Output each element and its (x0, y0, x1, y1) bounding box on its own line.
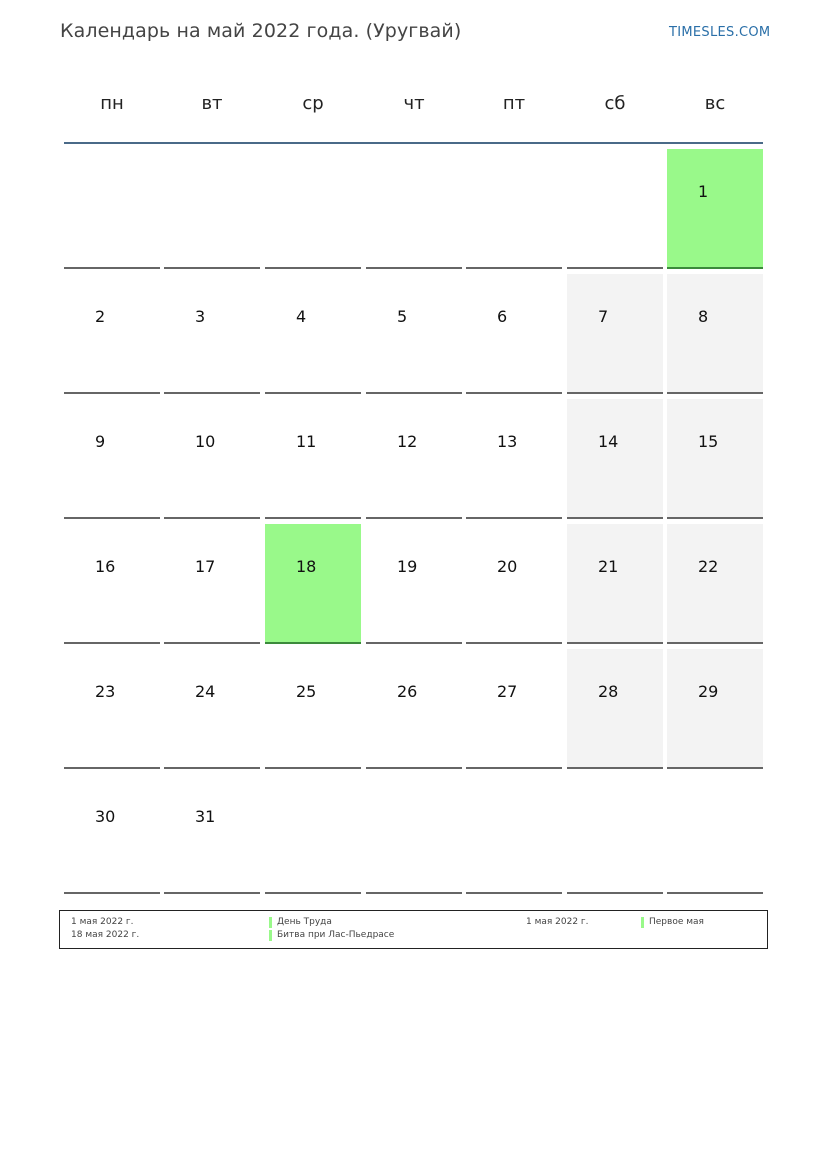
empty-day-cell (567, 774, 663, 894)
legend-date: 1 мая 2022 г. (526, 917, 589, 927)
legend-color-marker (269, 930, 272, 941)
day-number: 8 (698, 307, 709, 326)
day-number: 18 (296, 557, 317, 576)
page-title: Календарь на май 2022 года. (Уругвай) (60, 20, 462, 42)
day-cell-9[interactable] (64, 399, 160, 519)
legend-holiday-name: День Труда (277, 917, 332, 927)
day-cell-21[interactable] (567, 524, 663, 644)
legend-color-marker (641, 917, 644, 928)
day-cell-18[interactable] (265, 524, 361, 644)
day-number: 29 (698, 682, 719, 701)
empty-day-cell (265, 774, 361, 894)
day-number: 7 (598, 307, 609, 326)
day-number: 15 (698, 432, 719, 451)
empty-day-cell (64, 149, 160, 269)
legend-color-marker (269, 917, 272, 928)
day-number: 14 (598, 432, 619, 451)
day-number: 16 (95, 557, 116, 576)
legend-date: 18 мая 2022 г. (71, 930, 140, 940)
day-cell-2[interactable] (64, 274, 160, 394)
empty-day-cell (567, 149, 663, 269)
day-cell-20[interactable] (466, 524, 562, 644)
day-number: 9 (95, 432, 106, 451)
day-number: 5 (397, 307, 408, 326)
day-number: 1 (698, 182, 709, 201)
day-cell-30[interactable] (64, 774, 160, 894)
day-number: 10 (195, 432, 216, 451)
day-number: 24 (195, 682, 216, 701)
day-number: 22 (698, 557, 719, 576)
day-number: 17 (195, 557, 216, 576)
day-cell-23[interactable] (64, 649, 160, 769)
day-cell-8[interactable] (667, 274, 763, 394)
day-cell-22[interactable] (667, 524, 763, 644)
day-cell-13[interactable] (466, 399, 562, 519)
day-number: 19 (397, 557, 418, 576)
empty-day-cell (667, 774, 763, 894)
day-number: 13 (497, 432, 518, 451)
legend-holiday-name: Первое мая (649, 917, 704, 927)
day-cell-17[interactable] (164, 524, 260, 644)
day-cell-5[interactable] (366, 274, 462, 394)
legend-holiday-name: Битва при Лас-Пьедрасе (277, 930, 395, 940)
day-number: 20 (497, 557, 518, 576)
day-number: 30 (95, 807, 116, 826)
legend-date: 1 мая 2022 г. (71, 917, 134, 927)
day-cell-11[interactable] (265, 399, 361, 519)
weekday-label: чт (403, 93, 425, 114)
day-cell-12[interactable] (366, 399, 462, 519)
day-cell-16[interactable] (64, 524, 160, 644)
day-number: 6 (497, 307, 508, 326)
weekday-label: вт (201, 93, 223, 114)
day-number: 31 (195, 807, 216, 826)
weekday-label: сб (604, 93, 626, 114)
day-number: 21 (598, 557, 619, 576)
empty-day-cell (366, 774, 462, 894)
day-cell-19[interactable] (366, 524, 462, 644)
empty-day-cell (265, 149, 361, 269)
day-cell-6[interactable] (466, 274, 562, 394)
weekday-label: вс (704, 93, 726, 114)
day-number: 26 (397, 682, 418, 701)
day-cell-27[interactable] (466, 649, 562, 769)
site-link[interactable]: TIMESLES.COM (669, 25, 771, 40)
day-cell-26[interactable] (366, 649, 462, 769)
day-cell-4[interactable] (265, 274, 361, 394)
empty-day-cell (366, 149, 462, 269)
day-cell-31[interactable] (164, 774, 260, 894)
day-cell-15[interactable] (667, 399, 763, 519)
day-cell-28[interactable] (567, 649, 663, 769)
weekday-label: пн (100, 93, 124, 114)
header-divider (64, 142, 763, 144)
day-cell-14[interactable] (567, 399, 663, 519)
day-cell-29[interactable] (667, 649, 763, 769)
holiday-legend (59, 910, 768, 949)
empty-day-cell (466, 149, 562, 269)
weekday-label: ср (302, 93, 324, 114)
day-cell-24[interactable] (164, 649, 260, 769)
empty-day-cell (466, 774, 562, 894)
day-number: 27 (497, 682, 518, 701)
day-number: 12 (397, 432, 418, 451)
day-number: 4 (296, 307, 307, 326)
empty-day-cell (164, 149, 260, 269)
day-number: 28 (598, 682, 619, 701)
day-cell-10[interactable] (164, 399, 260, 519)
day-cell-1[interactable] (667, 149, 763, 269)
day-cell-7[interactable] (567, 274, 663, 394)
day-number: 2 (95, 307, 106, 326)
day-number: 11 (296, 432, 317, 451)
day-number: 25 (296, 682, 317, 701)
day-number: 3 (195, 307, 206, 326)
day-number: 23 (95, 682, 116, 701)
day-cell-25[interactable] (265, 649, 361, 769)
weekday-label: пт (502, 93, 526, 114)
day-cell-3[interactable] (164, 274, 260, 394)
